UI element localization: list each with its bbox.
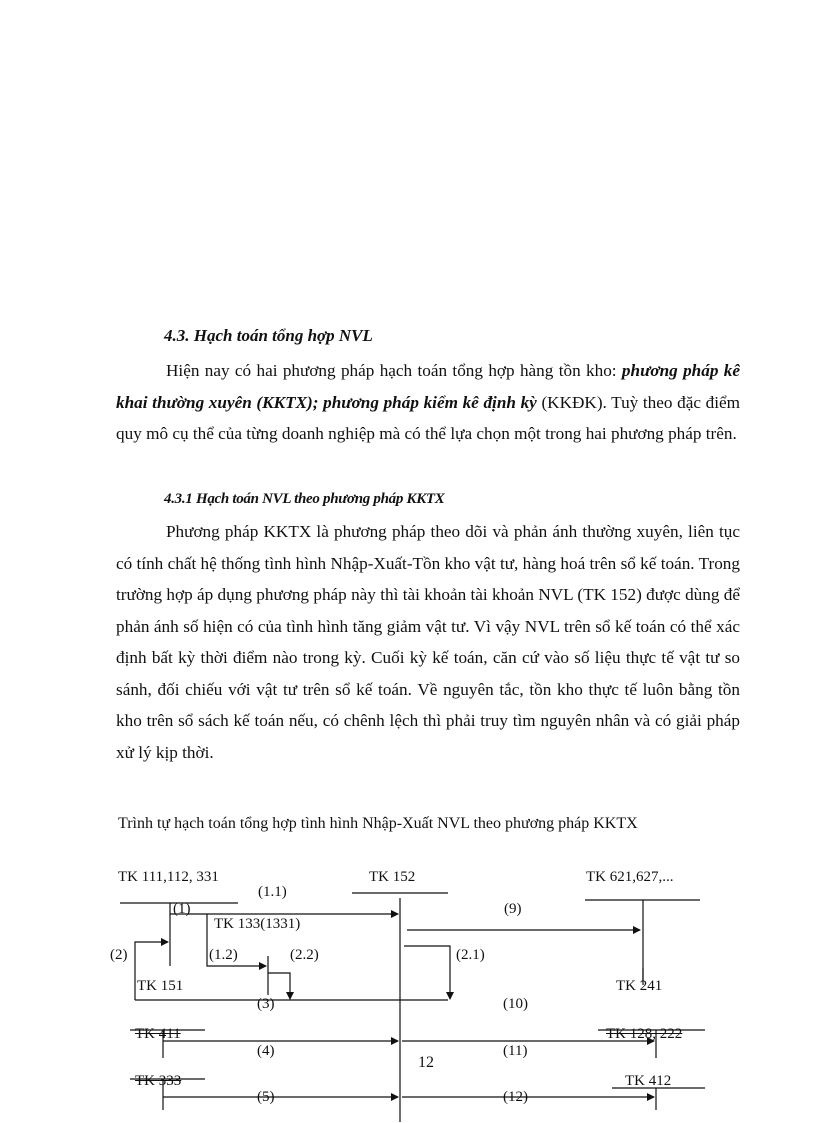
label-step-2-2: (2.2) (290, 947, 319, 963)
page-number: 12 (418, 1054, 434, 1071)
label-step-10: (10) (503, 996, 528, 1012)
intro-text-start: Hiện nay có hai phương pháp hạch toán tổng hợp hàng tồn kho: (166, 361, 622, 380)
label-tk412: TK 412 (625, 1073, 672, 1089)
label-tk333: TK 333 (135, 1073, 182, 1089)
intro-paragraph (116, 355, 740, 450)
diagram-intro: Trình tự hạch toán tổng hợp tình hình Nhập-Xuất NVL theo phương pháp KKTX (118, 815, 638, 832)
intro-text-end: (KKĐK). Tuỳ theo đặc điểm quy mô cụ thể của từng doanh nghiệp mà có thể lựa chọn một trong hai phương pháp trên. (116, 392, 740, 443)
kktx-paragraph: Phương pháp KKTX là phương pháp theo dõi và phản ánh thường xuyên, liên tục có tính chất hệ thống tình hình Nhập-Xuất-Tồn kho vật tư, hàng hoá trên sổ kế toán. Trong trường hợp áp dụng phương pháp này thì tài khoản tài khoản NVL (TK 152) được dùng để phản ánh số hiện có của tình hình tăng giảm vật tư. Vì vậy NVL trên sổ kế toán có thể xác định bất kỳ thời điểm nào trong kỳ. Cuối kỳ kế toán, căn cứ vào số liệu thực tế vật tư so sánh, đối chiếu với vật tư trên sổ kế toán. Về nguyên tắc, tồn kho thực tế luôn bằng tồn kho trên sổ sách kế toán nếu, có chênh lệch thì phải truy tìm nguyên nhân và có giải pháp xử lý kịp thời. (116, 522, 740, 762)
section-title: 4.3. Hạch toán tổng hợp NVL (164, 326, 373, 345)
arrow-2-1 (404, 946, 450, 999)
label-tk152: TK 152 (369, 869, 416, 885)
label-step-1-1: (1.1) (258, 884, 287, 900)
label-tk241: TK 241 (616, 978, 663, 994)
methods-emphasis: phương pháp kê khai thường xuyên (KKTX); phương pháp kiểm kê định kỳ (116, 361, 740, 412)
label-tk111: TK 111,112, 331 (118, 869, 219, 885)
label-step-3: (3) (257, 996, 275, 1012)
label-tk133: TK 133(1331) (214, 916, 301, 932)
subsection-title: 4.3.1 Hạch toán NVL theo phương pháp KKTX (164, 491, 445, 507)
label-step-12: (12) (503, 1089, 528, 1105)
label-step-11: (11) (503, 1043, 528, 1059)
label-tk621: TK 621,627,... (586, 869, 674, 885)
label-step-2-1: (2.1) (456, 947, 485, 963)
label-step-2: (2) (110, 947, 128, 963)
label-tk411: TK 411 (135, 1026, 181, 1042)
accounting-flow-diagram (0, 860, 816, 1123)
label-step-5: (5) (257, 1089, 275, 1105)
diagram-lines (0, 860, 816, 1123)
label-step-1-2: (1.2) (209, 947, 238, 963)
label-tk151: TK 151 (137, 978, 184, 994)
label-step-4: (4) (257, 1043, 275, 1059)
label-tk128: TK 128, 222 (606, 1026, 683, 1042)
label-step-1: (1) (173, 901, 191, 917)
label-step-9: (9) (504, 901, 522, 917)
